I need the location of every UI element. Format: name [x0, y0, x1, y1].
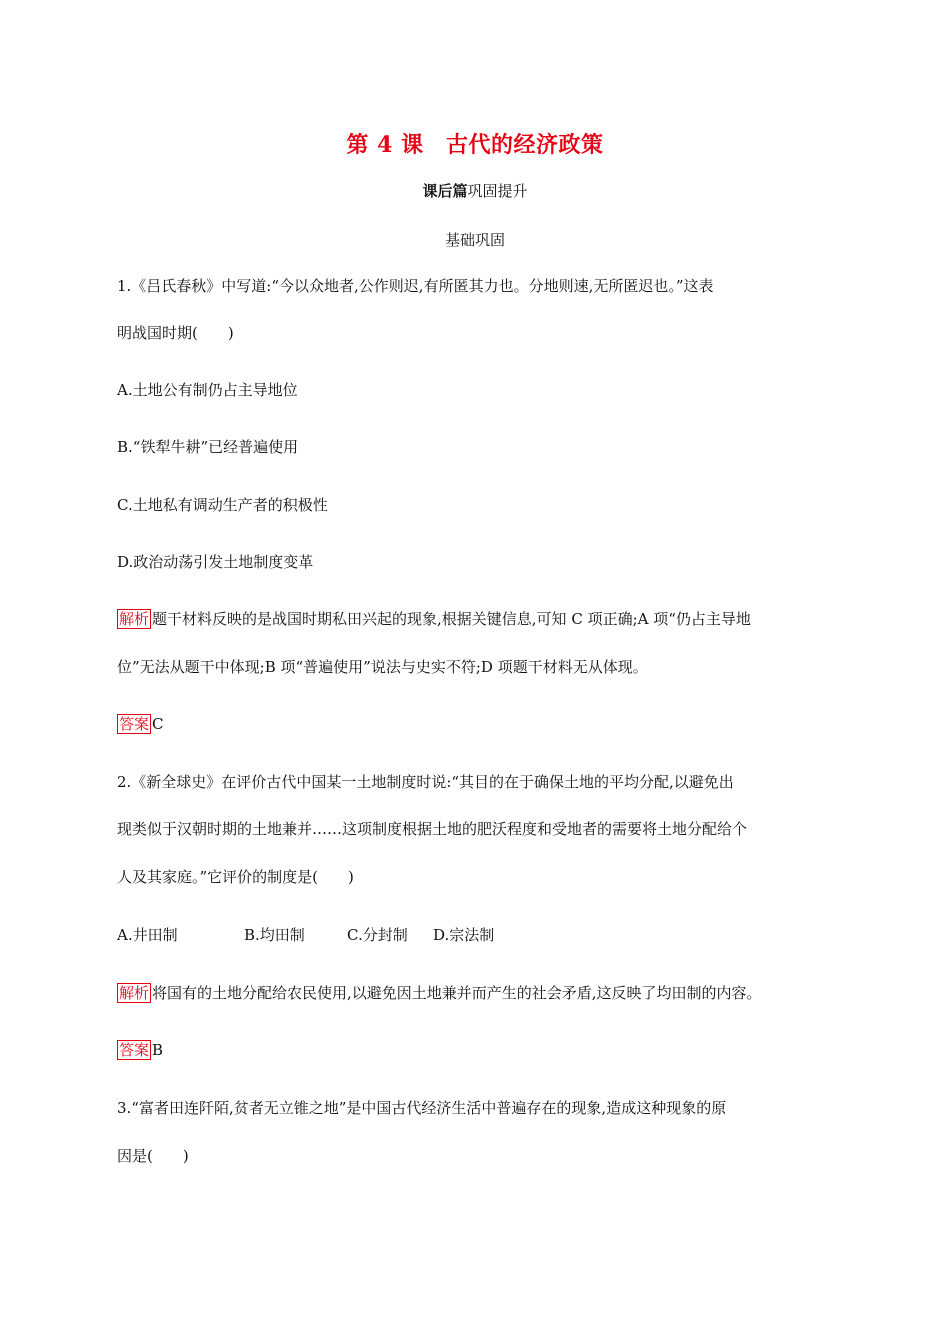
- q1-option-d: D.政治动荡引发土地制度变革: [117, 553, 314, 571]
- q2-stem-line-1: 2.《新全球史》在评价古代中国某一土地制度时说:“其目的在于确保土地的平均分配,以避免出: [117, 773, 734, 791]
- subtitle-rest: 巩固提升: [467, 182, 528, 200]
- q1-answer-value: C: [152, 715, 164, 733]
- subtitle: [0, 180, 950, 201]
- page-title: 第 4 课 古代的经济政策: [346, 132, 604, 158]
- q2-answer: [117, 1039, 833, 1061]
- q2-analysis-text: 将国有的土地分配给农民使用,以避免因土地兼并而产生的社会矛盾,这反映了均田制的内容。: [152, 984, 762, 1002]
- q1-stem-line-2: 明战国时期( ): [117, 324, 234, 342]
- q2-stem-line-3: 人及其家庭。”它评价的制度是( ): [117, 868, 354, 886]
- q3-stem-line-2: 因是( ): [117, 1147, 189, 1165]
- q2-analysis: [117, 982, 833, 1004]
- q1-option-a: A.土地公有制仍占主导地位: [117, 381, 298, 399]
- q1-stem-line-1: 1.《吕氏春秋》中写道:“今以众地者,公作则迟,有所匿其力也。分地则速,无所匿迟也。”这表: [117, 277, 714, 295]
- q2-options: [117, 924, 833, 946]
- q1-option-b: B.“铁犁牛耕”已经普遍使用: [117, 438, 299, 456]
- answer-tag: 答案: [119, 1041, 150, 1059]
- q2-option-b: B.均田制: [244, 926, 305, 944]
- q1-analysis-text-1: 题干材料反映的是战国时期私田兴起的现象,根据关键信息,可知 C 项正确;A 项“仍占主导地: [152, 610, 751, 628]
- q2-answer-value: B: [152, 1041, 164, 1059]
- analysis-tag: 解析: [119, 610, 150, 628]
- q1-analysis-line-1: [117, 608, 833, 630]
- q1-analysis-line-2: 位”无法从题干中体现;B 项“普遍使用”说法与史实不符;D 项题干材料无从体现。: [117, 658, 648, 676]
- analysis-tag: 解析: [119, 984, 150, 1002]
- q2-option-a: A.井田制: [117, 926, 178, 944]
- answer-tag: 答案: [119, 715, 150, 733]
- q1-option-c: C.土地私有调动生产者的积极性: [117, 496, 328, 514]
- q1-answer: [117, 713, 833, 735]
- q2-option-c: C.分封制: [347, 926, 408, 944]
- section-title: 基础巩固: [444, 231, 505, 249]
- q3-stem-line-1: 3.“富者田连阡陌,贫者无立锥之地”是中国古代经济生活中普遍存在的现象,造成这种现象的原: [117, 1099, 727, 1117]
- q2-stem-line-2: 现类似于汉朝时期的土地兼并……这项制度根据土地的肥沃程度和受地者的需要将土地分配给个: [117, 820, 748, 838]
- subtitle-bold: 课后篇: [422, 182, 468, 200]
- q2-option-d: D.宗法制: [433, 926, 495, 944]
